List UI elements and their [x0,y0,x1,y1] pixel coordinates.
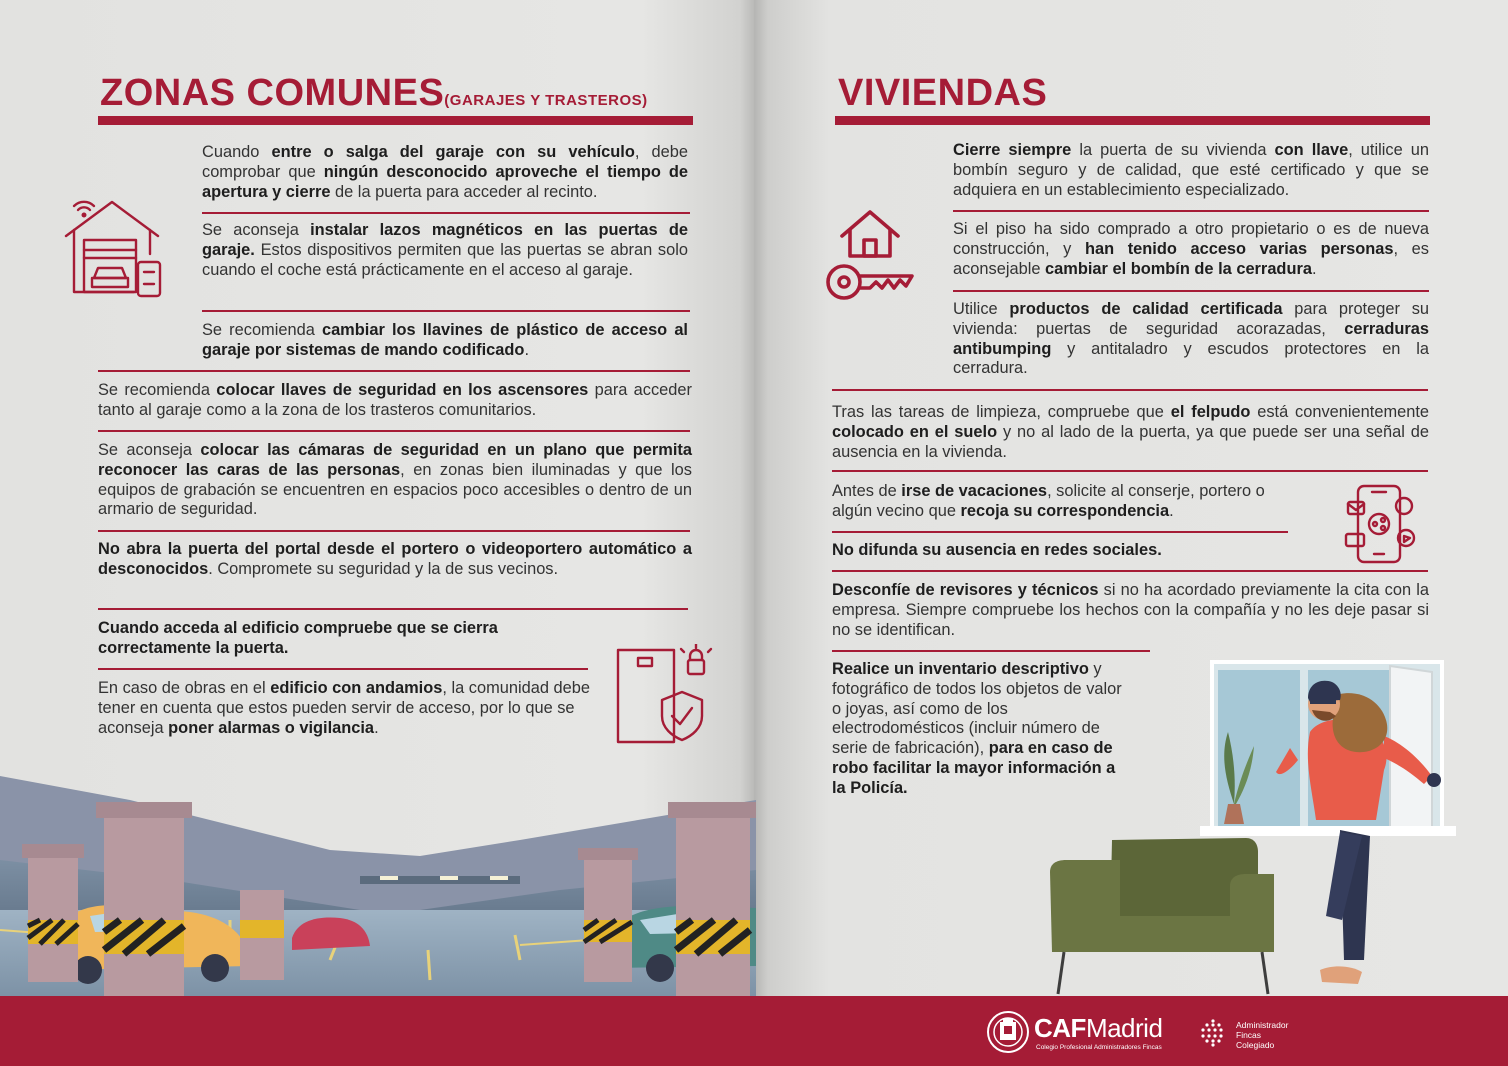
emphasis-text: Cierre siempre [953,141,1072,159]
emphasis-text: colocar llaves de seguridad en los ascensores [216,381,589,399]
caf-logo-text: CAFMadrid [1034,1013,1163,1043]
body-text: está convenientemente [1250,403,1430,421]
body-text: Si el piso ha sido comprado a otro propietario o es de nueva construcción, y [953,220,1429,258]
dotted-badge-icon [1198,1018,1228,1048]
right-paragraph-4 [832,403,1429,462]
body-text: de la puerta para acceder al recinto. [330,182,598,201]
house-key-icon [822,206,918,304]
left-paragraph-8 [98,679,598,738]
divider [953,290,1429,292]
divider [98,430,690,432]
parking-garage-illustration [0,760,756,996]
right-paragraph-1 [953,141,1429,200]
smartphone-social-icon [1344,484,1416,568]
body-text: para acceder tanto al garaje como a la zona de los trasteros comunitarios. [98,381,692,419]
body-text: y antitaladro y escudos protectores en la cerradura. [953,339,1429,378]
left-paragraph-2 [202,221,688,280]
burglar-armchair-illustration [1040,660,1460,996]
body-text: Se aconseja [202,221,311,239]
left-title-bar [98,116,693,125]
footer-bar [0,996,1508,1066]
body-text: Se recomienda [202,321,322,339]
emphasis-text: para en caso de robo facilitar la mayor información a la Policía. [832,739,1116,797]
caf-crest-icon [986,1010,1030,1054]
right-title-bar [835,116,1430,125]
body-text: , utilice un bombín seguro y de calidad, que esté certificado y que se adquiera en un establecimiento especializado. [953,141,1429,199]
body-text: Antes de [832,482,902,500]
body-text: En caso de obras en el [98,679,271,697]
badge-text [1236,1020,1288,1050]
emphasis-text: ningún desconocido aproveche el tiempo de apertura y cierre [202,162,688,201]
body-text: Tras las tareas de limpieza, compruebe que [832,403,1171,421]
divider [832,650,1150,652]
emphasis-text: colocado en el suelo [832,422,998,441]
emphasis-text: han tenido acceso varias personas [1084,239,1394,258]
emphasis-text: recoja su correspondencia [960,501,1170,520]
emphasis-text: Realice un inventario descriptivo [832,660,1089,678]
emphasis-text: el felpudo [1170,403,1251,421]
body-text: Utilice [953,300,1010,318]
body-text: Se aconseja [98,441,201,459]
body-text: , en zonas bien iluminadas y que los equipos de grabación se encuentren en espacios poco accesibles o dentro de un armario de seguridad. [98,460,692,519]
emphasis-text: cerraduras antibumping [953,319,1429,358]
body-text: , es aconsejable [953,239,1429,278]
body-text: . [1169,501,1174,520]
badge-line-3: Colegiado [1236,1040,1275,1050]
right-paragraph-2 [953,220,1429,279]
body-text: , la comunidad debe tener en cuenta que estos pueden servir de acceso, por lo que se aconseja [98,679,590,737]
left-paragraph-1 [202,143,688,202]
body-text: . [1311,259,1317,278]
divider [98,530,690,532]
emphasis-text: poner alarmas o vigilancia [168,718,375,737]
divider [832,470,1428,472]
caf-logo-subtitle: Colegio Profesional Administradores Fincas [1036,1044,1162,1051]
emphasis-text: edificio con andamios [270,679,443,697]
emphasis-text: No difunda su ausencia en redes sociales. [832,541,1162,559]
left-paragraph-3 [202,321,688,361]
emphasis-text: con llave [1274,141,1349,159]
body-text: . Compromete su seguridad y la de sus vecinos. [208,559,559,578]
divider [832,389,1428,391]
emphasis-text: No abra la puerta del portal desde el portero o videoportero automático a desconocidos [98,540,692,578]
left-paragraph-4 [98,381,692,421]
left-paragraph-6 [98,540,692,580]
emphasis-text: colocar las cámaras de seguridad en un plano que permita reconocer las caras de las personas [98,441,692,479]
divider [98,608,688,610]
body-text: , debe comprobar que [202,143,688,181]
body-text: para proteger su vivienda: puertas de seguridad acorazadas, [953,300,1430,338]
body-text: , solicite al conserje, portero o algún vecino que [832,482,1265,520]
door-shield-alarm-icon [614,644,714,748]
left-paragraph-7 [98,619,538,659]
body-text: Se recomienda [98,381,217,399]
body-text: Cuando [202,143,272,161]
right-paragraph-7 [832,581,1429,640]
right-paragraph-6 [832,541,1292,561]
body-text: Estos dispositivos permiten que las puertas se abran solo cuando el coche está prácticamente en el acceso al garaje. [202,240,688,279]
body-text: si no ha acordado previamente la cita con la empresa. Siempre compruebe los hechos con la compañía y no les deje pasar si no se identifican. [832,581,1429,639]
divider [832,531,1288,533]
right-section-title: VIVIENDAS [838,72,1048,114]
garage-house-icon [62,196,164,300]
divider [98,668,588,670]
emphasis-text: Cuando acceda al edificio compruebe que se cierra correctamente la puerta. [98,619,498,657]
right-paragraph-5 [832,482,1292,522]
divider [98,370,690,372]
emphasis-text: Desconfíe de revisores y técnicos [832,581,1099,599]
left-section-subtitle: (GARAJES Y TRASTEROS) [444,92,648,109]
body-text: la puerta de su vivienda [1071,141,1275,159]
body-text: . [524,340,530,359]
divider [202,212,690,214]
emphasis-text: productos de calidad certificada [1009,300,1283,318]
body-text: . [374,718,379,737]
emphasis-text: entre o salga del garaje con su vehículo [271,143,635,161]
badge-line-2: Fincas [1236,1030,1262,1040]
body-text: y no al lado de la puerta, ya que puede ser una señal de ausencia en la vivienda. [832,422,1430,461]
left-section-title: ZONAS COMUNES(GARAJES Y TRASTEROS) [100,72,648,114]
divider [953,210,1429,212]
divider [832,570,1428,572]
divider [202,310,690,312]
emphasis-text: instalar lazos magnéticos en las puertas de garaje. [202,221,688,259]
emphasis-text: cambiar el bombín de la cerradura [1045,259,1312,278]
emphasis-text: cambiar los llavines de plástico de acceso al garaje por sistemas de mando codificado [202,321,688,359]
body-text: y fotográfico de todos los objetos de valor o joyas, así como de los electrodomésticos (incluir número de serie de fabricación), [832,660,1122,758]
right-paragraph-3 [953,300,1429,379]
badge-line-1: Administrador [1236,1020,1289,1030]
emphasis-text: irse de vacaciones [901,482,1048,500]
left-paragraph-5 [98,441,692,520]
